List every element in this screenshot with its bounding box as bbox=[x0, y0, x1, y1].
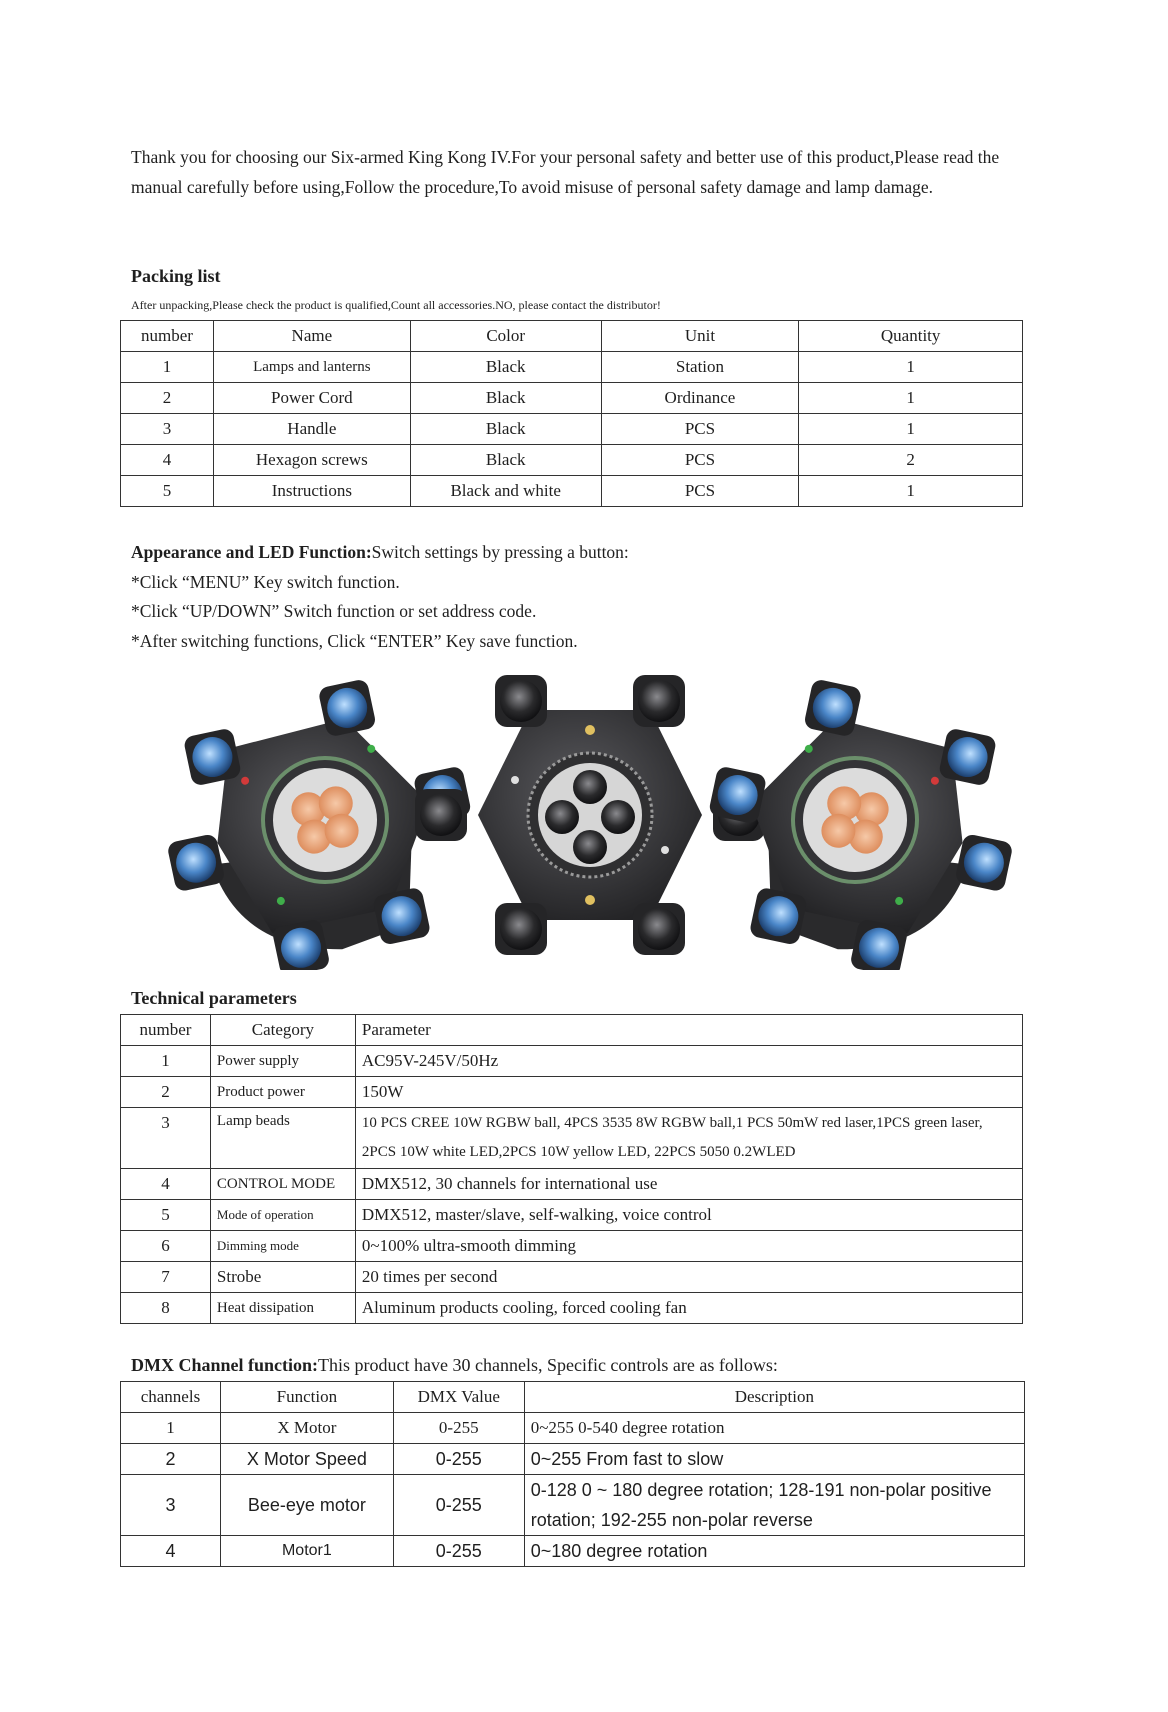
table-row bbox=[121, 1231, 1023, 1262]
table-cell: Black bbox=[410, 352, 601, 383]
table-row bbox=[121, 1200, 1023, 1231]
table-cell: X Motor bbox=[220, 1413, 393, 1444]
instruction-line: *Click “MENU” Key switch function. bbox=[131, 571, 400, 592]
packing-note: After unpacking,Please check the product is qualified,Count all accessories.NO, please contact the distributor! bbox=[131, 298, 661, 312]
technical-parameters-title: Technical parameters bbox=[131, 988, 297, 1008]
table-cell: DMX512, 30 channels for international use bbox=[355, 1169, 1022, 1200]
table-row bbox=[121, 352, 1023, 383]
table-cell: Aluminum products cooling, forced cooling fan bbox=[355, 1293, 1022, 1324]
intro-paragraph: Thank you for choosing our Six-armed King Kong IV.For your personal safety and better use of this product,Please read the manual carefully before using,Follow the procedure,To avoid misuse of personal safety damage and lamp damage. bbox=[131, 147, 1000, 197]
table-cell: AC95V-245V/50Hz bbox=[355, 1046, 1022, 1077]
technical-parameters-table bbox=[120, 1014, 1023, 1324]
table-header-row bbox=[121, 1382, 1025, 1413]
table-cell: 4 bbox=[121, 1169, 211, 1200]
header-cell: Function bbox=[220, 1382, 393, 1413]
table-cell: 3 bbox=[121, 414, 214, 445]
dmx-channel-table bbox=[120, 1381, 1025, 1567]
led-function-title: Appearance and LED Function: bbox=[131, 542, 372, 562]
table-cell: Product power bbox=[210, 1077, 355, 1108]
table-cell: 1 bbox=[799, 383, 1023, 414]
table-cell: 5 bbox=[121, 1200, 211, 1231]
dmx-channel-heading bbox=[131, 1355, 778, 1376]
table-row bbox=[121, 1108, 1023, 1169]
table-cell: Hexagon screws bbox=[213, 445, 410, 476]
table-cell: Strobe bbox=[210, 1262, 355, 1293]
table-row bbox=[121, 1293, 1023, 1324]
table-cell: Mode of operation bbox=[210, 1200, 355, 1231]
table-cell: 4 bbox=[121, 445, 214, 476]
table-cell: Black bbox=[410, 414, 601, 445]
table-cell: Black bbox=[410, 383, 601, 414]
table-row bbox=[121, 1413, 1025, 1444]
table-cell: 2 bbox=[121, 1077, 211, 1108]
table-cell: 2 bbox=[121, 1444, 221, 1475]
table-cell: 2 bbox=[799, 445, 1023, 476]
header-cell: Name bbox=[213, 321, 410, 352]
table-cell: Handle bbox=[213, 414, 410, 445]
table-cell: 0-128 0 ~ 180 degree rotation; 128-191 non-polar positive rotation; 192-255 non-polar reverse bbox=[524, 1475, 1024, 1536]
header-cell: Quantity bbox=[799, 321, 1023, 352]
table-cell: 0-255 bbox=[393, 1444, 524, 1475]
table-cell: Black and white bbox=[410, 476, 601, 507]
table-row bbox=[121, 1475, 1025, 1536]
instruction-line: *After switching functions, Click “ENTER” Key save function. bbox=[131, 630, 578, 651]
table-cell: Heat dissipation bbox=[210, 1293, 355, 1324]
table-row bbox=[121, 383, 1023, 414]
table-cell: Power supply bbox=[210, 1046, 355, 1077]
table-cell: 5 bbox=[121, 476, 214, 507]
instruction-line: *Click “UP/DOWN” Switch function or set address code. bbox=[131, 601, 537, 621]
packing-list-table bbox=[120, 320, 1023, 507]
table-cell: 3 bbox=[121, 1108, 211, 1169]
table-cell: 0-255 bbox=[393, 1475, 524, 1536]
table-cell: Ordinance bbox=[601, 383, 799, 414]
table-cell: Lamps and lanterns bbox=[213, 352, 410, 383]
table-cell: 8 bbox=[121, 1293, 211, 1324]
header-cell: DMX Value bbox=[393, 1382, 524, 1413]
table-cell: X Motor Speed bbox=[220, 1444, 393, 1475]
table-cell: Motor1 bbox=[220, 1536, 393, 1567]
table-header-row bbox=[121, 1015, 1023, 1046]
table-cell: 1 bbox=[799, 476, 1023, 507]
table-cell: 1 bbox=[121, 352, 214, 383]
table-cell: 0~100% ultra-smooth dimming bbox=[355, 1231, 1022, 1262]
table-row bbox=[121, 414, 1023, 445]
fixture-illustrations bbox=[160, 675, 1020, 970]
table-cell: 1 bbox=[121, 1413, 221, 1444]
header-cell: number bbox=[121, 321, 214, 352]
table-cell: Bee-eye motor bbox=[220, 1475, 393, 1536]
table-cell: Lamp beads bbox=[210, 1108, 355, 1169]
table-cell: 10 PCS CREE 10W RGBW ball, 4PCS 3535 8W RGBW ball,1 PCS 50mW red laser,1PCS green laser, 2PCS 10W white LED,2PCS 10W yellow LED, 22PCS 5050 0.2WLED bbox=[355, 1108, 1022, 1169]
led-function-title-rest: Switch settings by pressing a button: bbox=[371, 542, 629, 562]
table-cell: 3 bbox=[121, 1475, 221, 1536]
table-row bbox=[121, 445, 1023, 476]
dmx-channel-title-rest: This product have 30 channels, Specific controls are as follows: bbox=[318, 1355, 778, 1375]
table-cell: 6 bbox=[121, 1231, 211, 1262]
header-cell: number bbox=[121, 1015, 211, 1046]
table-cell: Power Cord bbox=[213, 383, 410, 414]
table-cell: 0-255 bbox=[393, 1536, 524, 1567]
table-cell: Station bbox=[601, 352, 799, 383]
table-cell: 20 times per second bbox=[355, 1262, 1022, 1293]
table-cell: CONTROL MODE bbox=[210, 1169, 355, 1200]
table-row bbox=[121, 1262, 1023, 1293]
table-cell: 1 bbox=[121, 1046, 211, 1077]
led-function-heading bbox=[131, 538, 629, 568]
table-cell: Dimming mode bbox=[210, 1231, 355, 1262]
table-cell: 1 bbox=[799, 414, 1023, 445]
fixture-center bbox=[415, 675, 765, 955]
table-cell: PCS bbox=[601, 414, 799, 445]
table-row bbox=[121, 476, 1023, 507]
table-cell: PCS bbox=[601, 476, 799, 507]
table-cell: 1 bbox=[799, 352, 1023, 383]
header-cell: Parameter bbox=[355, 1015, 1022, 1046]
table-cell: Black bbox=[410, 445, 601, 476]
table-cell: 2 bbox=[121, 383, 214, 414]
header-cell: Color bbox=[410, 321, 601, 352]
header-cell: Category bbox=[210, 1015, 355, 1046]
table-cell: PCS bbox=[601, 445, 799, 476]
table-cell: 0~255 0-540 degree rotation bbox=[524, 1413, 1024, 1444]
table-cell: 0-255 bbox=[393, 1413, 524, 1444]
table-row bbox=[121, 1444, 1025, 1475]
table-cell: 0~255 From fast to slow bbox=[524, 1444, 1024, 1475]
header-cell: Description bbox=[524, 1382, 1024, 1413]
header-cell: Unit bbox=[601, 321, 799, 352]
packing-list-title: Packing list bbox=[131, 266, 221, 286]
dmx-channel-title: DMX Channel function: bbox=[131, 1355, 319, 1375]
led-function-section bbox=[131, 538, 629, 656]
header-cell: channels bbox=[121, 1382, 221, 1413]
table-cell: 0~180 degree rotation bbox=[524, 1536, 1024, 1567]
table-cell: 4 bbox=[121, 1536, 221, 1567]
table-cell: 7 bbox=[121, 1262, 211, 1293]
table-row bbox=[121, 1077, 1023, 1108]
table-row bbox=[121, 1536, 1025, 1567]
table-cell: DMX512, master/slave, self-walking, voice control bbox=[355, 1200, 1022, 1231]
table-row bbox=[121, 1046, 1023, 1077]
table-cell: 150W bbox=[355, 1077, 1022, 1108]
table-header-row bbox=[121, 321, 1023, 352]
table-cell: Instructions bbox=[213, 476, 410, 507]
table-row bbox=[121, 1169, 1023, 1200]
